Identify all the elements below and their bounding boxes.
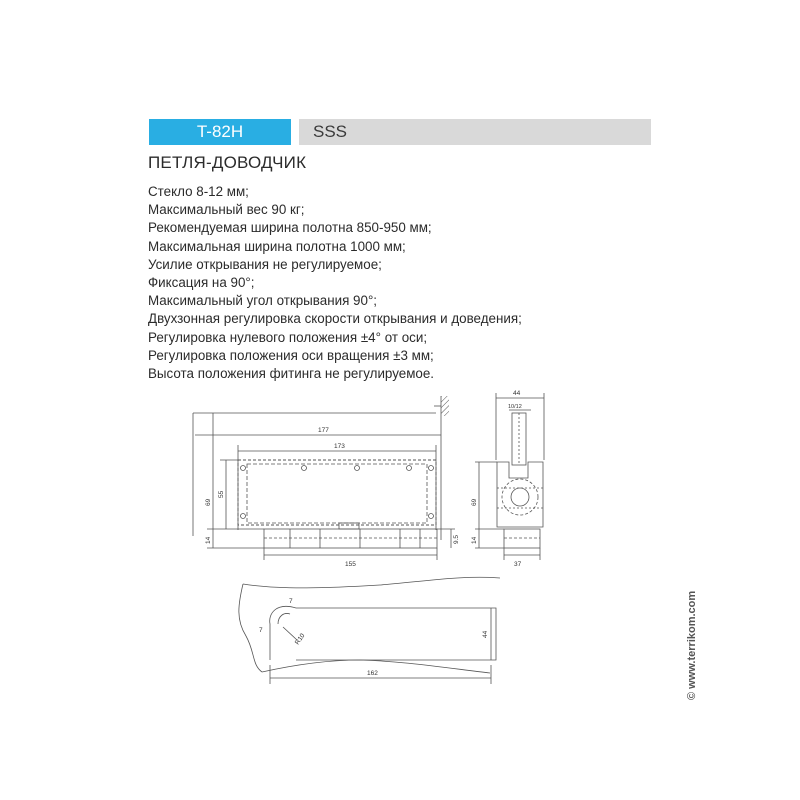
spec-item-speed-adjustment: Двухзонная регулировка скорости открывания и доведения; bbox=[148, 311, 522, 327]
dim-cutout-44: 44 bbox=[482, 630, 489, 638]
spec-item-max-width: Максимальная ширина полотна 1000 мм; bbox=[148, 238, 406, 254]
series-label: SSS bbox=[299, 119, 651, 145]
spec-item-fixation: Фиксация на 90°; bbox=[148, 275, 255, 291]
spec-item-axis-adjustment: Регулировка положения оси вращения ±3 мм; bbox=[148, 347, 434, 363]
dim-side-44: 44 bbox=[513, 390, 521, 397]
spec-item-zero-position: Регулировка нулевого положения ±4° от оси; bbox=[148, 329, 428, 345]
dim-front-9-5: 9.5 bbox=[453, 534, 460, 544]
dim-side-14: 14 bbox=[471, 536, 478, 544]
dim-cutout-7-left: 7 bbox=[259, 627, 263, 634]
spec-item-max-angle: Максимальный угол открывания 90°; bbox=[148, 293, 378, 309]
front-view bbox=[193, 396, 455, 560]
spec-item-recommended-width: Рекомендуемая ширина полотна 850-950 мм; bbox=[148, 220, 432, 236]
side-view bbox=[475, 393, 544, 560]
dim-front-14: 14 bbox=[205, 536, 212, 544]
spec-item-fitting-height: Высота положения фитинга не регулируемое. bbox=[148, 366, 435, 382]
model-badge: T-82H bbox=[149, 119, 291, 145]
dim-cutout-162: 162 bbox=[367, 670, 378, 677]
dim-front-69: 69 bbox=[205, 498, 212, 506]
cutout-view bbox=[239, 577, 500, 684]
spec-item-max-weight: Максимальный вес 90 кг; bbox=[148, 202, 305, 218]
dim-front-155: 155 bbox=[345, 561, 356, 568]
dim-cutout-r10: R10 bbox=[293, 632, 307, 647]
dim-front-55: 55 bbox=[218, 490, 225, 498]
cutout-view-dims bbox=[259, 598, 489, 677]
front-view-dims bbox=[205, 427, 460, 568]
dim-side-glass: 10/12 bbox=[508, 404, 522, 410]
dim-side-69: 69 bbox=[471, 498, 478, 506]
floor-hatch bbox=[441, 396, 449, 416]
spec-item-glass: Стекло 8-12 мм; bbox=[148, 184, 249, 199]
dim-front-177: 177 bbox=[318, 427, 329, 434]
dim-cutout-7-top: 7 bbox=[289, 598, 293, 605]
product-title: ПЕТЛЯ-ДОВОДЧИК bbox=[148, 153, 307, 172]
spec-item-opening-force: Усилие открывания не регулируемое; bbox=[148, 256, 382, 272]
watermark-text: © www.terrikom.com bbox=[686, 590, 698, 700]
dim-front-173: 173 bbox=[334, 443, 345, 450]
dim-side-37: 37 bbox=[514, 561, 522, 568]
